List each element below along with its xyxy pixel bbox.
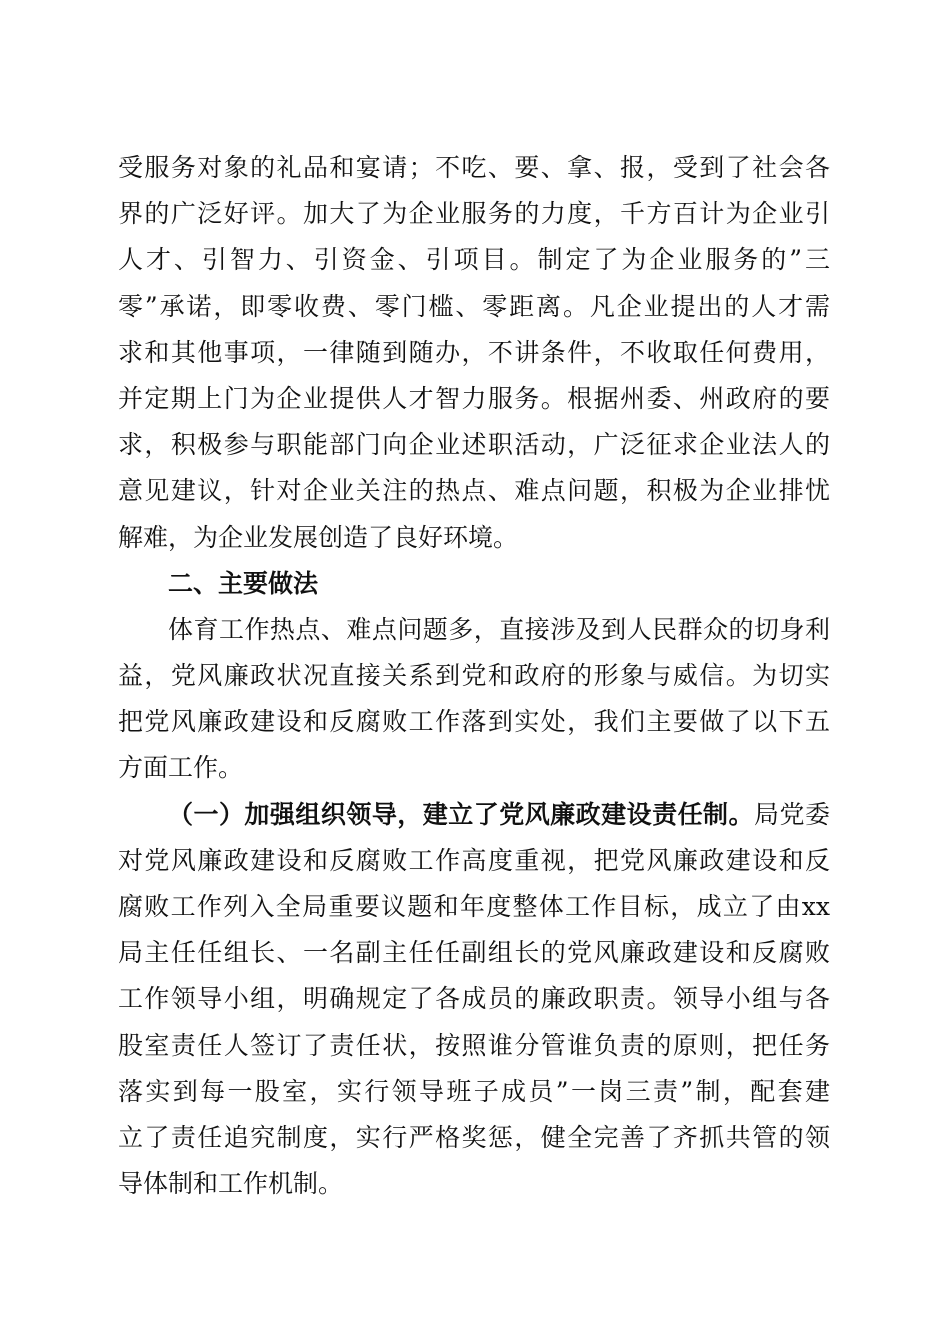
- section-heading: 二、主要做法: [168, 568, 319, 598]
- text-line: 界的广泛好评。加大了为企业服务的力度，千方百计为企业引: [118, 199, 830, 229]
- text-line: 求，积极参与职能部门向企业述职活动，广泛征求企业法人的: [118, 430, 830, 460]
- text-line: 意见建议，针对企业关注的热点、难点问题，积极为企业排忧: [118, 476, 830, 506]
- text-line-lead: [118, 792, 830, 838]
- text-line: 人才、引智力、引资金、引项目。制定了为企业服务的”三: [118, 245, 830, 275]
- text-line: 股室责任人签订了责任状，按照谁分管谁负责的原则，把任务: [118, 1030, 830, 1060]
- document-body: [118, 145, 830, 1207]
- text-line: 腐败工作列入全局重要议题和年度整体工作目标，成立了由xx: [118, 892, 830, 921]
- text-line: 把党风廉政建设和反腐败工作落到实处，我们主要做了以下五: [118, 707, 830, 737]
- text-line: 并定期上门为企业提供人才智力服务。根据州委、州政府的要: [118, 383, 830, 413]
- text-line: 求和其他事项，一律随到随办，不讲条件，不收取任何费用，: [118, 337, 830, 367]
- text-line: 解难，为企业发展创造了良好环境。: [118, 522, 519, 552]
- lead-continuation: 局党委: [754, 799, 830, 829]
- paragraph-3: [118, 792, 830, 1208]
- text-line: 工作领导小组，明确规定了各成员的廉政职责。领导小组与各: [118, 984, 830, 1014]
- paragraph-1: [118, 145, 830, 561]
- text-line: 受服务对象的礼品和宴请；不吃、要、拿、报，受到了社会各: [118, 153, 830, 182]
- text-line: 益，党风廉政状况直接关系到党和政府的形象与威信。为切实: [118, 661, 830, 691]
- subsection-heading: （一）加强组织领导，建立了党风廉政建设责任制。: [168, 799, 755, 829]
- text-line: 零”承诺，即零收费、零门槛、零距离。凡企业提出的人才需: [118, 291, 830, 321]
- text-line: 局主任任组长、一名副主任任副组长的党风廉政建设和反腐败: [118, 938, 830, 968]
- text-line: 体育工作热点、难点问题多，直接涉及到人民群众的切身利: [168, 614, 830, 644]
- text-line: 方面工作。: [118, 753, 244, 783]
- text-line: 立了责任追究制度，实行严格奖惩，健全完善了齐抓共管的领: [118, 1122, 830, 1152]
- text-line: 对党风廉政建设和反腐败工作高度重视，把党风廉政建设和反: [118, 845, 830, 875]
- paragraph-2: [118, 607, 830, 792]
- text-line: 导体制和工作机制。: [118, 1169, 344, 1199]
- text-line: 落实到每一股室，实行领导班子成员”一岗三责”制，配套建: [118, 1076, 830, 1106]
